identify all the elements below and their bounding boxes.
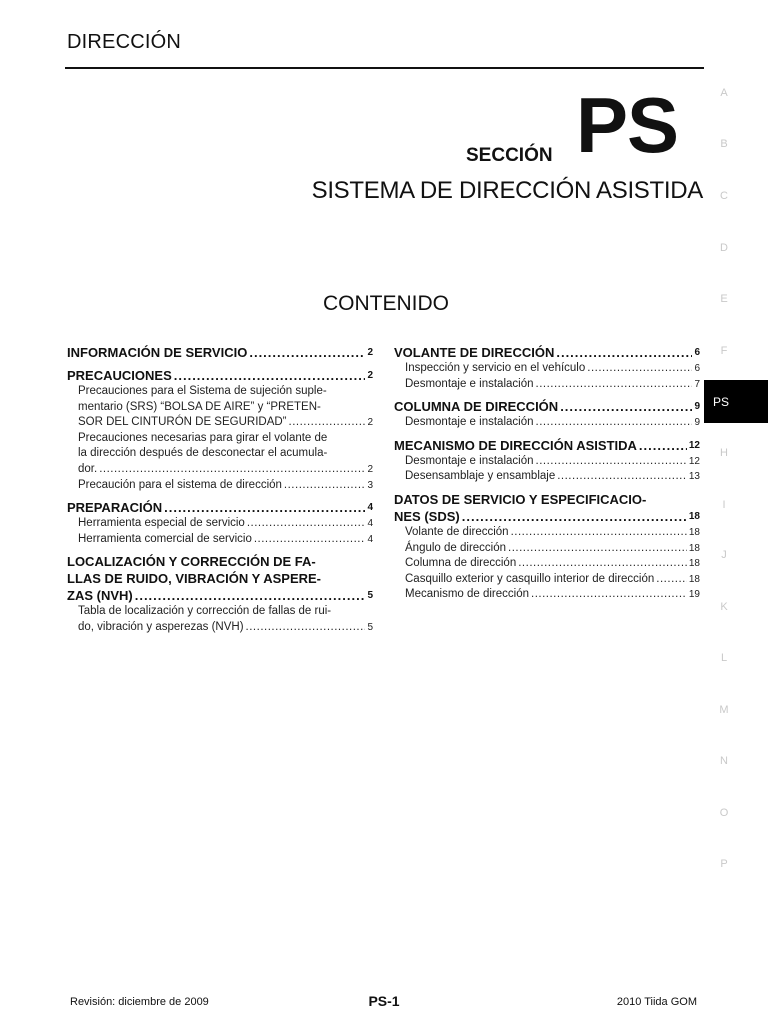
toc-group-volante — [394, 344, 700, 392]
running-header: DIRECCIÓN — [67, 31, 182, 53]
side-tab-n[interactable]: N — [720, 755, 728, 767]
toc-heading-link[interactable]: INFORMACIÓN DE SERVICIO ..... 2 — [67, 344, 373, 361]
side-tab-i[interactable]: I — [722, 499, 726, 511]
footer-revision: Revisión: diciembre de 2009 — [70, 996, 209, 1008]
side-tab-f[interactable]: F — [720, 345, 728, 357]
section-label: SECCIÓN — [466, 145, 553, 166]
toc-entry-link[interactable]: Ángulo de dirección ..... 18 — [394, 541, 700, 557]
toc-group-preparacion — [67, 499, 373, 547]
toc-group-informacion — [67, 344, 373, 361]
toc-entry-link[interactable]: Precauciones necesarias para girar el volante de la dirección después de desconectar el acumula- dor. ..... 2 — [67, 431, 373, 478]
toc-right-column — [394, 344, 700, 609]
toc-entry-link[interactable]: Volante de dirección ..... 18 — [394, 525, 700, 541]
side-tab-j[interactable]: J — [721, 549, 727, 561]
toc-group-nvh — [67, 553, 373, 635]
side-tab-b[interactable]: B — [720, 138, 728, 150]
contents-title: CONTENIDO — [323, 292, 449, 315]
footer-page-number: PS-1 — [368, 993, 400, 1009]
side-tab-p[interactable]: P — [720, 858, 728, 870]
toc-heading-link[interactable]: COLUMNA DE DIRECCIÓN ..... 9 — [394, 398, 700, 415]
toc-entry-link[interactable]: Desensamblaje y ensamblaje ..... 13 — [394, 469, 700, 485]
toc-heading-link[interactable]: MECANISMO DE DIRECCIÓN ASISTIDA ..... 12 — [394, 437, 700, 454]
toc-group-sds — [394, 491, 700, 603]
toc-entry-link[interactable]: Precaución para el sistema de dirección ..... 3 — [67, 478, 373, 494]
toc-heading-link[interactable]: VOLANTE DE DIRECCIÓN ..... 6 — [394, 344, 700, 361]
side-tab-h[interactable]: H — [720, 447, 728, 459]
toc-entry-link[interactable]: Desmontaje e instalación ..... 9 — [394, 415, 700, 431]
toc-entry-link[interactable]: Precauciones para el Sistema de sujeción suple- mentario (SRS) “BOLSA DE AIRE” y “PRETEN- SOR DEL CINTURÓN DE SEGURIDAD” ..... 2 — [67, 384, 373, 431]
toc-entry-link[interactable]: Mecanismo de dirección ..... 19 — [394, 587, 700, 603]
toc-entry-link[interactable]: Inspección y servicio en el vehículo ..... 6 — [394, 361, 700, 377]
toc-entry-link[interactable]: Desmontaje e instalación ..... 12 — [394, 454, 700, 470]
toc-entry-link[interactable]: Tabla de localización y corrección de fallas de rui- do, vibración y asperezas (NVH) ..... 5 — [67, 604, 373, 635]
side-tab-d[interactable]: D — [720, 242, 728, 254]
side-tab-k[interactable]: K — [720, 601, 728, 613]
toc-heading-link[interactable]: PRECAUCIONES ..... 2 — [67, 367, 373, 384]
side-tab-m[interactable]: M — [719, 704, 729, 716]
toc-entry-link[interactable]: Columna de dirección ..... 18 — [394, 556, 700, 572]
toc-heading-link[interactable]: DATOS DE SERVICIO Y ESPECIFICACIO- NES (SDS) ..... 18 — [394, 491, 700, 525]
toc-heading-link[interactable]: LOCALIZACIÓN Y CORRECCIÓN DE FA- LLAS DE RUIDO, VIBRACIÓN Y ASPERE- ZAS (NVH) ..... 5 — [67, 553, 373, 604]
side-tab-e[interactable]: E — [720, 293, 728, 305]
header-rule — [65, 67, 704, 69]
toc-entry-link[interactable]: Desmontaje e instalación ..... 7 — [394, 377, 700, 393]
side-tab-ps-active[interactable]: PS — [704, 380, 768, 423]
toc-group-columna — [394, 398, 700, 431]
toc-entry-link[interactable]: Herramienta especial de servicio ..... 4 — [67, 516, 373, 532]
side-tab-c[interactable]: C — [720, 190, 728, 202]
toc-group-mecanismo — [394, 437, 700, 485]
toc-heading-link[interactable]: PREPARACIÓN ..... 4 — [67, 499, 373, 516]
footer-model: 2010 Tiida GOM — [616, 996, 697, 1008]
toc-entry-link[interactable]: Herramienta comercial de servicio ..... 4 — [67, 532, 373, 548]
side-tab-l[interactable]: L — [720, 652, 728, 664]
section-code: PS — [576, 81, 679, 169]
toc-entry-link[interactable]: Casquillo exterior y casquillo interior de dirección ..... 18 — [394, 572, 700, 588]
section-title: SISTEMA DE DIRECCIÓN ASISTIDA — [311, 177, 703, 204]
side-tab-o[interactable]: O — [719, 807, 729, 819]
toc-left-column — [67, 344, 373, 642]
toc-group-precauciones — [67, 367, 373, 493]
side-tab-a[interactable]: A — [720, 87, 728, 99]
